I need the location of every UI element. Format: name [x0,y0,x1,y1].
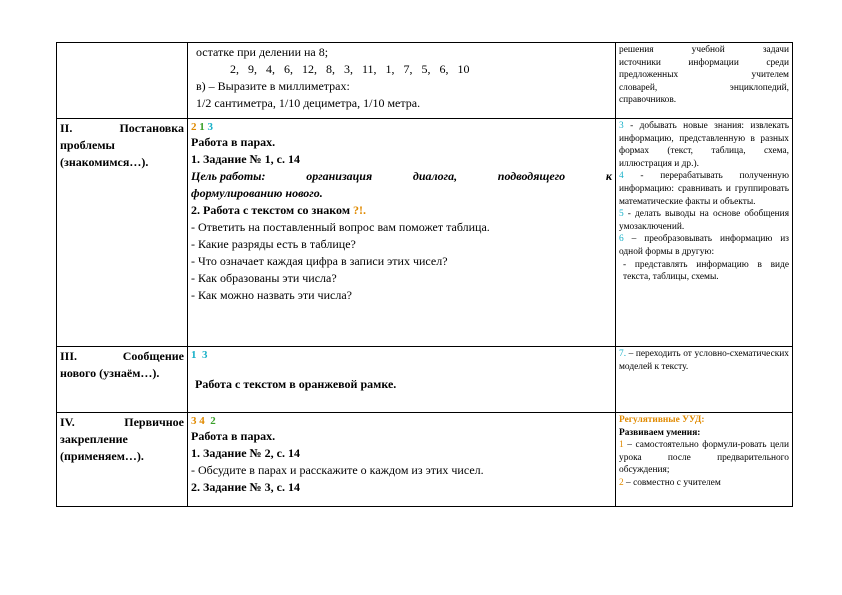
uud-number: 2 [191,121,197,133]
uud-number: 2 [210,415,216,427]
text-line: 1/2 сантиметра, 1/10 дециметра, 1/10 метра. [196,96,421,110]
uud-item [619,120,789,170]
question-line: - Как образованы эти числа? [191,271,337,285]
text-line: остатке при делении на 8; [196,45,329,59]
content-cell [188,119,616,347]
uud-number: 7. [619,349,627,359]
table-row [57,347,793,413]
uud-cell [616,413,793,507]
uud-cell [616,119,793,347]
stage-subtitle: закрепление (применяем…). [60,432,144,463]
goal-line [191,168,612,185]
text-line: в) – Выразите в миллиметрах: [196,79,350,93]
uud-text: - делать выводы на основе обобщения умозаключений. [619,209,789,232]
uud-number: 1 [619,440,624,451]
uud-number: 1 [191,349,197,361]
goal-word: подводящего [497,169,566,183]
stage-subtitle: проблемы (знакомимся…). [60,138,149,169]
number-sequence: 2, 9, 4, 6, 12, 8, 3, 11, 1, 7, 5, 6, 10 [230,62,470,76]
table-row [57,119,793,347]
uud-number: 2 [619,477,624,488]
uud-number: 3 [619,121,624,131]
uud-item [619,348,789,373]
uud-number: 4 [619,171,624,182]
uud-cell [616,43,793,119]
content-cell [188,413,616,507]
uud-item [619,208,789,233]
goal-word: организация [306,169,373,183]
goal-word: к [605,169,612,183]
uud-number: 3 [207,121,213,133]
question-line: - Обсудите в парах и расскажите о каждом из этих чисел. [191,463,484,477]
work-heading: Работа в парах. [191,429,276,443]
task-heading: 1. Задание № 1, с. 14 [191,152,300,166]
uud-item [619,233,789,258]
uud-item [619,259,789,284]
uud-text: – самостоятельно формули-ровать цели урока после предварительного обсуждения; [619,440,789,476]
goal-label: Цель работы: [191,169,266,183]
text-work-heading [191,202,612,219]
uud-title: Регулятивные УУД: [619,415,705,425]
uud-text: – преобразовывать информацию из одной формы в другую: [619,234,789,257]
uud-number: 1 [199,121,205,133]
question-exclamation-sign: ?!. [353,203,366,217]
uud-number: 5 [619,209,624,220]
uud-text: – переходить от условно-схематических моделей к тексту. [619,349,789,372]
work-heading: Работа в парах. [191,135,276,149]
question-line: - Как можно назвать эти числа? [191,288,352,302]
table-row [57,43,793,119]
uud-number: 4 [199,415,205,427]
uud-subtitle: Развиваем умения: [619,427,701,438]
content-cell [188,43,616,119]
uud-item [619,439,789,477]
uud-item [619,170,789,208]
uud-number: 3 [191,415,197,427]
lesson-table [56,42,793,507]
question-line: - Ответить на поставленный вопрос вам поможет таблица. [191,220,490,234]
uud-text: - представлять информацию в виде текста, таблицы, схемы. [623,259,789,283]
stage-title: III. Сообщение [60,349,184,363]
text-work-label: 2. Работа с текстом со знаком [191,203,350,217]
uud-numbers [191,120,612,134]
uud-item [619,477,789,490]
uud-text: – совместно с учителем [623,477,721,488]
uud-line: решения учебной задачи [619,45,789,55]
table-row [57,413,793,507]
uud-line: предложенных учителем [619,70,789,81]
stage-title: II. Постановка [60,121,184,135]
uud-cell [616,347,793,413]
stage-subtitle: нового (узнаём…). [60,366,160,380]
uud-number: 3 [202,349,208,361]
task-heading: 2. Задание № 3, с. 14 [191,480,300,494]
goal-end: формулированию нового. [191,186,323,200]
content-cell [188,347,616,413]
goal-word: диалога, [412,169,458,183]
stage-cell [57,119,188,347]
stage-cell [57,413,188,507]
uud-numbers [191,414,612,428]
uud-text: - добывать новые знания: извлекать информацию, представленную в разных формах (текст, таблица, схема, иллюстрация и др.). [619,121,789,169]
uud-numbers [191,348,612,362]
question-line: - Что означает каждая цифра в записи этих чисел? [191,254,448,268]
uud-line: справочников. [619,95,677,106]
uud-number: 6 [619,234,624,245]
uud-line: словарей, энциклопедий, [619,82,789,93]
stage-cell [57,43,188,119]
uud-line: источники информации среди [619,57,789,68]
task-heading: 1. Задание № 2, с. 14 [191,446,300,460]
question-line: - Какие разряды есть в таблице? [191,237,356,251]
stage-cell [57,347,188,413]
uud-text: - перерабатывать полученную информацию: сравнивать и группировать математические факты и объекты. [619,171,789,207]
stage-title: IV. Первичное [60,415,184,429]
work-heading: Работа с текстом в оранжевой рамке. [195,377,397,391]
